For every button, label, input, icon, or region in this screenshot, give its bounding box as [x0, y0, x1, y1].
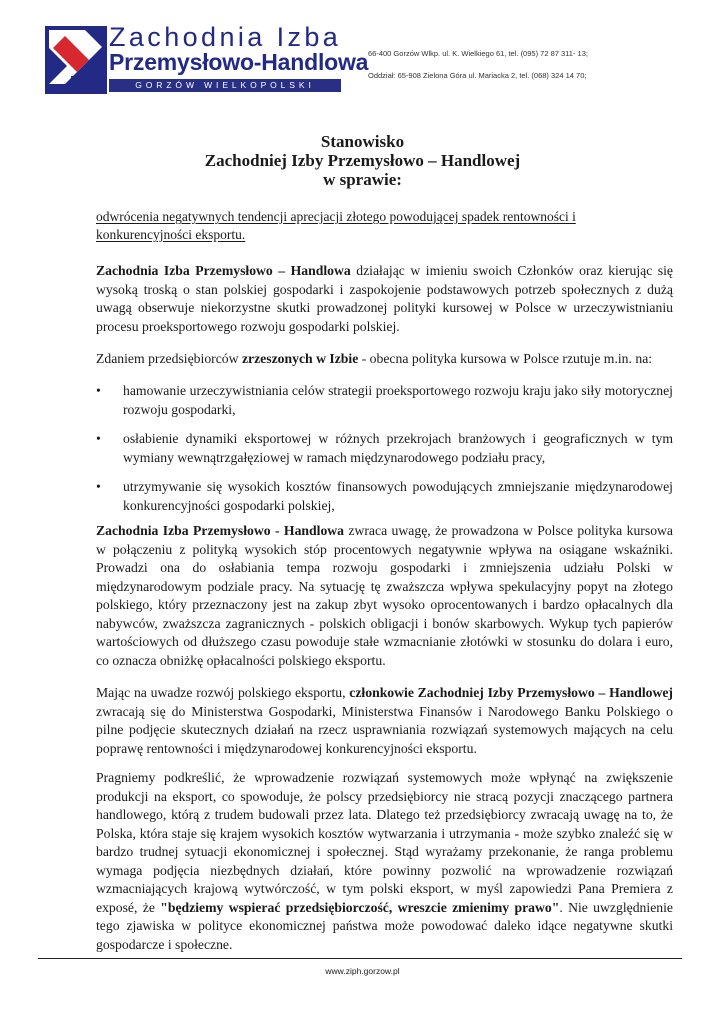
paragraph-appeal: [96, 684, 673, 758]
document-title-line2: Zachodniej Izby Przemysłowo – Handlowej: [204, 151, 521, 170]
footer-divider: [38, 958, 682, 959]
document-title-line1: Stanowisko: [320, 132, 405, 151]
address-main: 66-400 Gorzów Wlkp. ul. K. Wielkiego 61, tel. (095) 72 87 311- 13;: [368, 49, 588, 58]
paragraph-conclusion-text-before: Pragniemy podkreślić, że wprowadzenie rozwiązań systemowych może wpłynąć na zwiększenie produkcji na eksport, co spowoduje, że polscy przedsiębiorcy nie stracą pozycji znaczącego partnera handlowego, którą z trudem budowali przez lata. Dlatego też przedsiębiorcy zwracają uwagę na to, że Polska, która staje się krajem wysokich kosztów wytwarzania i utrzymania - może szybko znaleźć się w bardzo trudnej sytuacji ekonomicznej i społecznej. Stąd wyrażamy przekonanie, że ranga problemu wymaga podjęcia niezbędnych działań, które powinny pozwolić na wprowadzenie rozwiązań wzmacniających krajową wytwórczość, w tym polski eksport, w myśl zapowiedzi Pana Premiera z exposé, że: [96, 770, 673, 915]
paragraph-appeal-text-before: Mając na uwadze rozwój polskiego eksportu,: [96, 685, 350, 700]
paragraph-policy: [96, 522, 673, 670]
paragraph-appeal-text-after: zwracają się do Ministerstwa Gospodarki, Ministerstwa Finansów i Narodowego Banku Polskiego o pilne podjęcie skutecznych działań na rzecz usprawniania rozwiązań systemowych mających na celu poprawę rentowności i międzynarodowej konkurencyjności eksportu.: [96, 703, 673, 756]
bullet-text: hamowanie urzeczywistniania celów strategii proeksportowego rozwoju kraju jako siły motorycznej rozwoju gospodarki,: [123, 383, 673, 417]
paragraph-opinion-text-after: - obecna polityka kursowa w Polsce rzutuje m.in. na:: [358, 351, 653, 366]
subject-line: odwrócenia negatywnych tendencji aprecjacji złotego powodującej spadek rentowności i konkurencyjności eksportu.: [96, 209, 576, 242]
logo-city-band: GORZÓW WIELKOPOLSKI: [109, 79, 341, 92]
paragraph-conclusion-text-after: . Nie uwzględnienie tego zjawiska w polityce ekonomicznej państwa może powodować daleko idące negatywne skutki gospodarcze i społeczne.: [96, 899, 673, 952]
quote-bold: "będziemy wspierać przedsiębiorczość, wreszcie zmienimy prawo": [160, 899, 560, 915]
footer-website: www.ziph.gorzow.pl: [325, 966, 400, 976]
zip-logo: [45, 22, 369, 94]
document-title-line3: w sprawie:: [323, 170, 402, 189]
bullet-dot-icon: •: [96, 383, 101, 398]
bullet-dot-icon: •: [96, 479, 101, 494]
bullet-dot-icon: •: [96, 431, 101, 446]
bullet-text: osłabienie dynamiki eksportowej w różnych przekrojach branżowych i geograficznych w tym wymiany wewnątrzgałęziowej w ramach międzynarodowego podziału pracy,: [123, 431, 673, 465]
paragraph-intro-text: działając w imieniu swoich Członków oraz kierując się wysoką troską o stan polskiej gospodarki i zaspokojenie podstawowych potrzeb społecznych z dużą uwagą obserwuje niekorzystne skutki prowadzonej polityki kursowej w Polsce w urzeczywistnianiu procesu proeksportowego rozwoju gospodarki polskiej.: [96, 263, 673, 334]
org-name-bold: Zachodnia Izba Przemysłowo - Handlowa: [96, 523, 345, 538]
paragraph-policy-text: zwraca uwagę, że prowadzona w Polsce polityka kursowa w połączeniu z polityką wysokich stóp procentowych negatywnie wpływa na osiągane wskaźniki. Prowadzi ona do osłabiania tempa rozwoju gospodarki i zmniejszenia udziału Polski w międzynarodowym podziale pracy. Na sytuację tę zważszcza wpływa spekulacyjny popyt na złotego polskiego, który przeznaczony jest na zakup zbyt wysoko oprocentowanych i bardzo opłacalnych dla nabywców, zważszcza zagranicznych - polskich obligacji i bonów skarbowych. Wykup tych papierów wartościowych od dłuższego czasu powoduje stałe wzmacnianie złotówki w stosunku do dolara i euro, co oznacza obniżkę opłacalności polskiego eksportu.: [96, 523, 673, 668]
zip-emblem-icon: [45, 26, 107, 94]
paragraph-intro: [96, 262, 673, 336]
logo-name-line1: Zachodnia Izba: [109, 22, 342, 52]
logo-name-line2: Przemysłowo-Handlowa: [109, 49, 369, 75]
paragraph-opinion-text-before: Zdaniem przedsiębiorców: [96, 351, 242, 366]
org-name-bold: Zachodnia Izba Przemysłowo – Handlowa: [96, 263, 351, 278]
paragraph-conclusion: [96, 769, 673, 954]
bullet-text: utrzymywanie się wysokich kosztów finansowych powodujących zmniejszanie międzynarodowej konkurencyjności gospodarki polskiej,: [123, 479, 673, 513]
members-bold: zrzeszonych w Izbie: [241, 351, 359, 366]
paragraph-opinion: [96, 350, 673, 369]
members-org-bold: członkowie Zachodniej Izby Przemysłowo – Handlowej: [349, 685, 673, 700]
address-branch: Oddział: 65-908 Zielona Góra ul. Mariacka 2, tel. (068) 324 14 70;: [368, 71, 587, 80]
